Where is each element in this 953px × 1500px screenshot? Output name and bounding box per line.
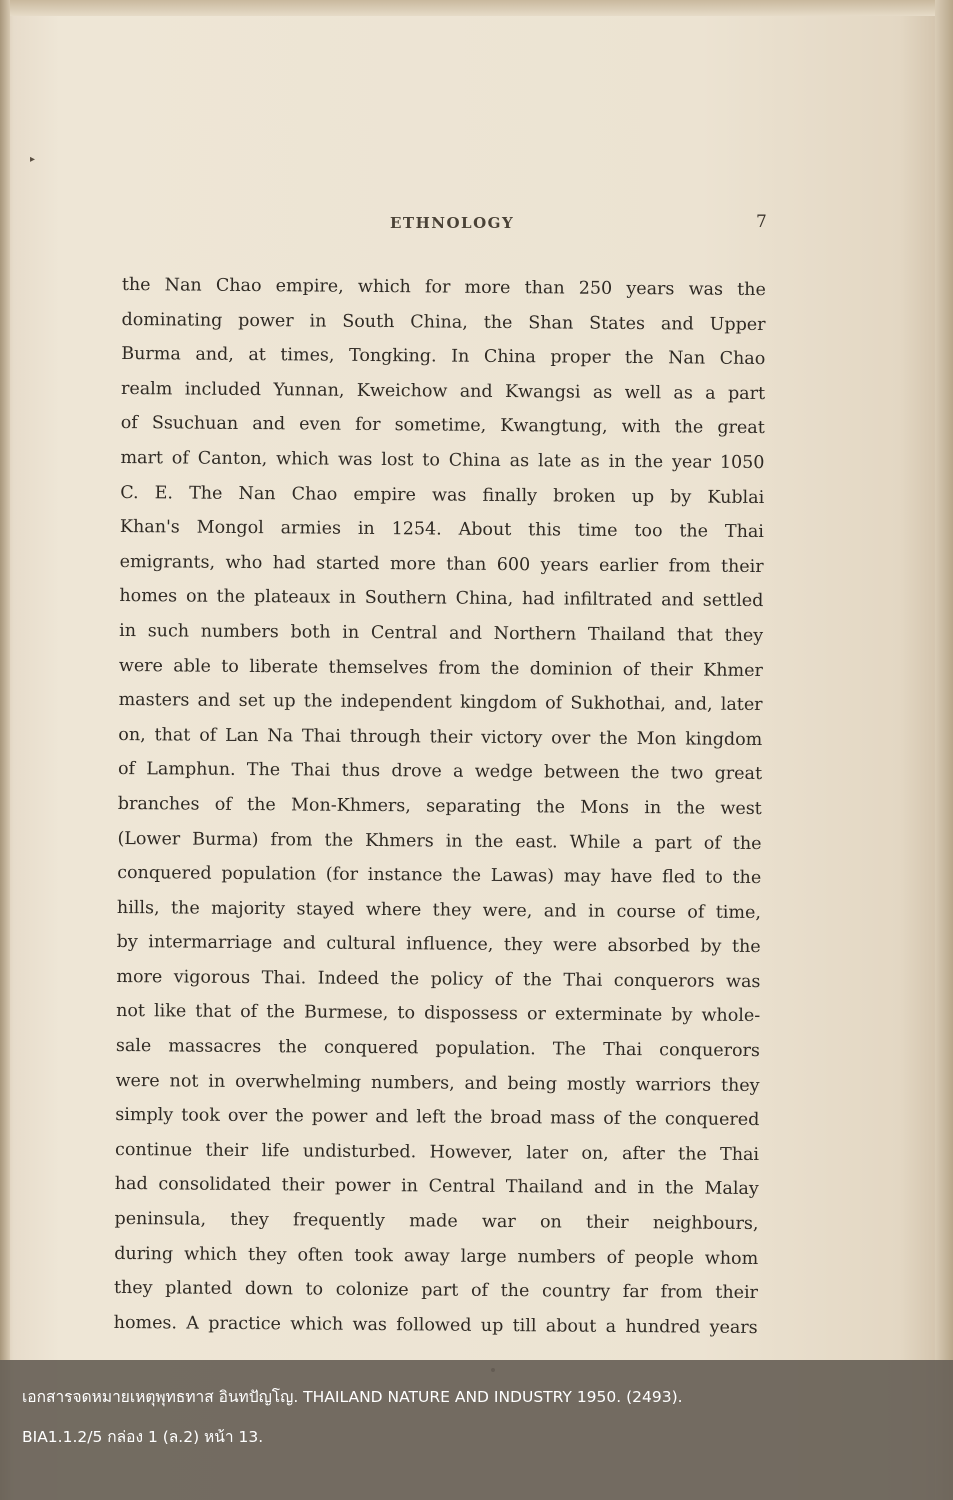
text-line: of Ssuchuan and even for sometime, Kwangtung, with the great <box>120 413 765 439</box>
text-line: mart of Canton, which was lost to China as late as in the year 1050 <box>120 447 765 474</box>
caption-citation: เอกสารจดหมายเหตุพุทธทาส อินทปัญโญ. THAILAND NATURE AND INDUSTRY 1950. (2493). <box>22 1388 683 1406</box>
text-line: had consolidated their power in Central Thailand and in the Malay <box>114 1174 759 1200</box>
archive-caption <box>0 1360 953 1500</box>
page-number: 7 <box>756 212 767 232</box>
text-line: emigrants, who had started more than 600 years earlier from their <box>119 551 764 577</box>
running-header <box>120 212 780 238</box>
text-line: hills, the majority stayed where they were, and in course of time, <box>116 897 762 923</box>
text-line: realm included Yunnan, Kweichow and Kwangsi as well as a part <box>120 378 766 404</box>
text-line: were able to liberate themselves from the dominion of their Khmer <box>118 655 763 681</box>
text-line: were not in overwhelming numbers, and being mostly warriors they <box>115 1070 760 1096</box>
text-line: C. E. The Nan Chao empire was finally broken up by Kublai <box>120 482 765 508</box>
text-line: masters and set up the independent kingdom of Sukhothai, and, later <box>118 690 763 716</box>
text-line: homes on the plateaux in Southern China, had infiltrated and settled <box>119 586 764 612</box>
text-line: Khan's Mongol armies in 1254. About this time too the Thai <box>119 517 765 543</box>
text-line: on, that of Lan Na Thai through their victory over the Mon kingdom <box>118 724 763 750</box>
caption-reference: BIA1.1.2/5 กล่อง 1 (ล.2) หน้า 13. <box>22 1428 264 1446</box>
margin-mark: ▸ <box>30 154 36 165</box>
text-line: branches of the Mon-Khmers, separating the Mons in the west <box>117 793 762 819</box>
text-line: conquered population (for instance the Lawas) may have fled to the <box>117 863 762 889</box>
text-line: (Lower Burma) from the Khmers in the east. While a part of the <box>117 828 762 854</box>
text-line: simply took over the power and left the broad mass of the conquered <box>115 1105 760 1131</box>
text-line: in such numbers both in Central and Northern Thailand that they <box>119 620 764 646</box>
text-line: by intermarriage and cultural influence, they were absorbed by the <box>116 932 761 958</box>
page-binding-edge <box>0 0 10 1500</box>
text-line: homes. A practice which was followed up till about a hundred years <box>113 1312 758 1338</box>
text-line: sale massacres the conquered population. The Thai conquerors <box>115 1036 760 1062</box>
text-line: the Nan Chao empire, which for more than 250 years was the <box>121 274 766 301</box>
text-line: during which they often took away large numbers of people whom <box>114 1243 759 1269</box>
text-line: peninsula, they frequently made war on their neighbours, <box>114 1209 759 1235</box>
text-line: of Lamphun. The Thai thus drove a wedge between the two great <box>117 759 763 785</box>
page-top-edge <box>0 0 953 16</box>
text-line: dominating power in South China, the Shan States and Upper <box>121 309 766 335</box>
text-line: more vigorous Thai. Indeed the policy of the Thai conquerors was <box>116 966 761 992</box>
page-body <box>114 268 766 1345</box>
page-right-edge <box>935 0 953 1500</box>
text-line: they planted down to colonize part of the country far from their <box>113 1278 759 1304</box>
running-title: ETHNOLOGY <box>390 214 515 232</box>
text-line: continue their life undisturbed. However, later on, after the Thai <box>114 1139 760 1165</box>
text-line: not like that of the Burmese, to dispossess or exterminate by whole- <box>116 1001 761 1027</box>
text-line: Burma and, at times, Tongking. In China proper the Nan Chao <box>121 344 766 370</box>
